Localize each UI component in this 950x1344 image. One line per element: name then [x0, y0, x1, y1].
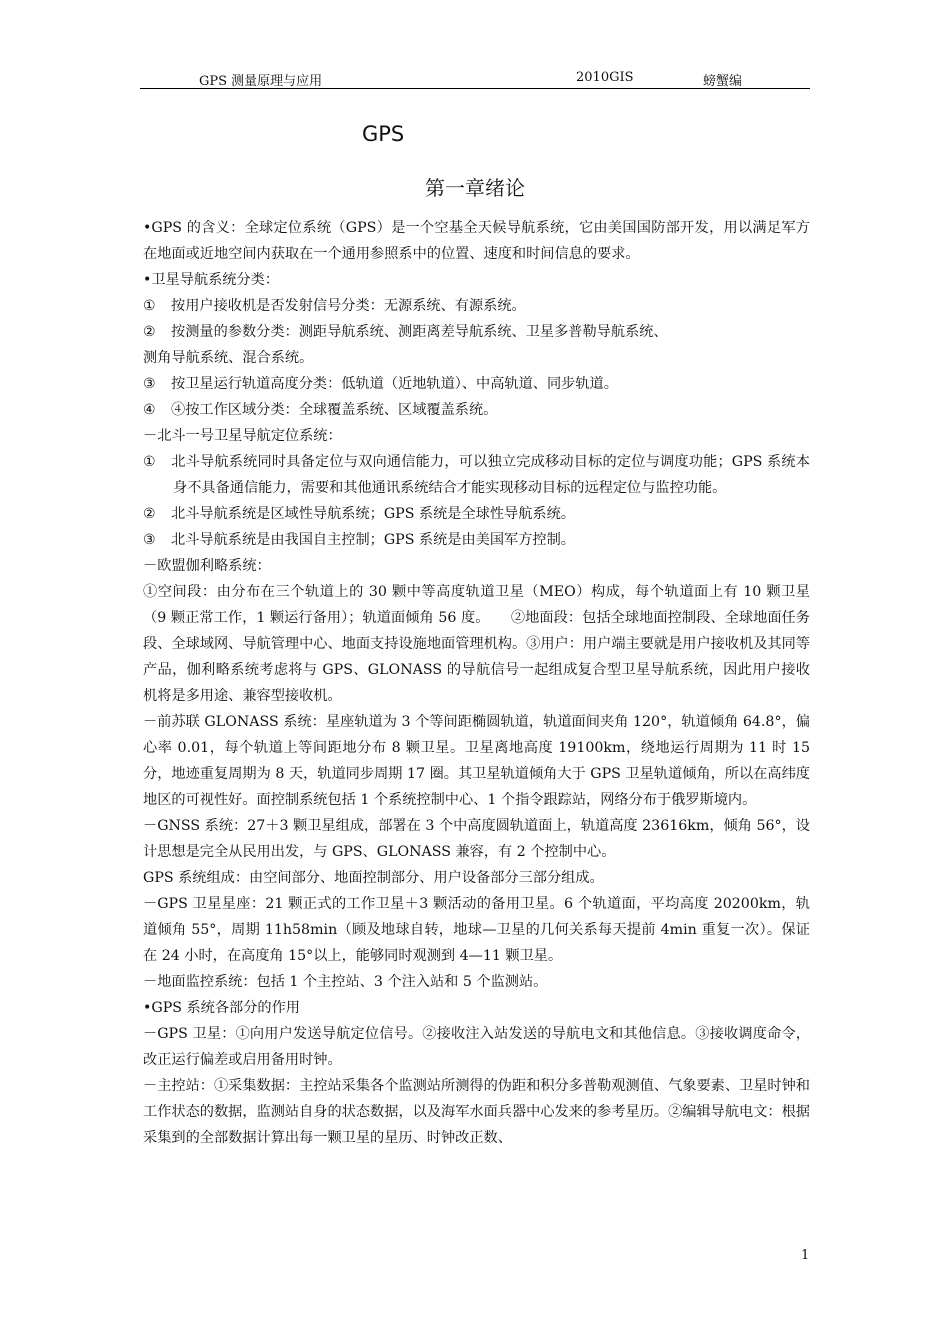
numbered-item: [143, 293, 810, 319]
paragraph: •卫星导航系统分类：: [143, 272, 280, 288]
paragraph: －北斗一号卫星导航定位系统：: [143, 428, 342, 444]
header-class: 2010GIS: [576, 70, 634, 85]
item-number: ②: [143, 324, 156, 340]
item-text: 北斗导航系统同时具备定位与双向通信能力，可以独立完成移动目标的定位与调度功能；GPS 系统本身不具备通信能力，需要和其他通讯系统结合才能实现移动目标的远程定位与监控功能。: [171, 454, 810, 496]
item-number: ①: [143, 454, 156, 470]
paragraph: －欧盟伽利略系统：: [143, 558, 271, 574]
item-text: 按用户接收机是否发射信号分类：无源系统、有源系统。: [171, 298, 526, 314]
document-body: [143, 215, 810, 1151]
item-text: 按卫星运行轨道高度分类：低轨道（近地轨道）、中高轨道、同步轨道。: [171, 376, 618, 392]
page-number: 1: [801, 1248, 810, 1263]
header-course-title: GPS 测量原理与应用: [199, 74, 323, 89]
item-number: ①: [143, 298, 156, 314]
numbered-item: [143, 527, 810, 553]
numbered-item: [143, 397, 810, 423]
numbered-item: [143, 501, 810, 527]
page-header: [140, 70, 810, 89]
item-text: ④按工作区域分类：全球覆盖系统、区域覆盖系统。: [171, 402, 498, 418]
paragraph: •GPS 的含义：全球定位系统（GPS）是一个空基全天候导航系统，它由美国国防部开发，用以满足军方在地面或近地空间内获取在一个通用参照系中的位置、速度和时间信息的要求。: [143, 220, 810, 262]
paragraph: －GPS 卫星星座：21 颗正式的工作卫星＋3 颗活动的备用卫星。6 个轨道面，平均高度 20200km，轨道倾角 55°，周期 11h58min（顾及地球自转，地球—卫星的几何关系每天提前 4min 重复一次）。保证在 24 小时，在高度角 15°以上，能够同时观测到 4—11 颗卫星。: [143, 896, 810, 964]
chapter-title: 第一章绪论: [425, 176, 525, 200]
numbered-item: [143, 371, 810, 397]
paragraph: －GNSS 系统：27＋3 颗卫星组成，部署在 3 个中高度圆轨道面上，轨道高度 23616km，倾角 56°，设计思想是完全从民用出发，与 GPS、GLONASS 兼容，有 2 个控制中心。: [143, 818, 810, 860]
paragraph: •GPS 系统各部分的作用: [143, 1000, 300, 1016]
header-author: 螃蟹编: [703, 74, 743, 89]
numbered-item: [143, 319, 810, 345]
paragraph: GPS 系统组成：由空间部分、地面控制部分、用户设备部分三部分组成。: [143, 870, 604, 886]
paragraph: －GPS 卫星：①向用户发送导航定位信号。②接收注入站发送的导航电文和其他信息。③接收调度命令，改正运行偏差或启用备用时钟。: [143, 1026, 810, 1068]
item-number: ②: [143, 506, 156, 522]
paragraph: －前苏联 GLONASS 系统：星座轨道为 3 个等间距椭圆轨道，轨道面间夹角 120°，轨道倾角 64.8°，偏心率 0.01，每个轨道上等间距地分布 8 颗卫星。卫星离地高度 19100km，绕地运行周期为 11 时 15 分，地迹重复周期为 8 天，轨道同步周期 17 圈。其卫星轨道倾角大于 GPS 卫星轨道倾角，所以在高纬度地区的可视性好。面控制系统包括 1 个系统控制中心、1 个指令跟踪站，网络分布于俄罗斯境内。: [143, 714, 810, 808]
numbered-item: [143, 449, 810, 501]
item-number: ③: [143, 376, 156, 392]
item-text: 北斗导航系统是由我国自主控制；GPS 系统是由美国军方控制。: [171, 532, 575, 548]
document-title: GPS: [362, 122, 405, 146]
item-text: 按测量的参数分类：测距导航系统、测距离差导航系统、卫星多普勒导航系统、: [171, 324, 668, 340]
paragraph: ①空间段：由分布在三个轨道上的 30 颗中等高度轨道卫星（MEO）构成，每个轨道面上有 10 颗卫星（9 颗正常工作，1 颗运行备用）；轨道面倾角 56 度。 ②地面段：包括全球地面控制段、全球地面任务段、全球域网、导航管理中心、地面支持设施地面管理机构。③用户：用户端主要就是用户接收机及其同等产品，伽利略系统考虑将与 GPS、GLONASS 的导航信号一起组成复合型卫星导航系统，因此用户接收机将是多用途、兼容型接收机。: [143, 584, 810, 704]
item-number: ④: [143, 402, 156, 418]
item-text: 北斗导航系统是区域性导航系统；GPS 系统是全球性导航系统。: [171, 506, 575, 522]
item-number: ③: [143, 532, 156, 548]
paragraph: 测角导航系统、混合系统。: [143, 350, 314, 366]
paragraph: －主控站：①采集数据：主控站采集各个监测站所测得的伪距和积分多普勒观测值、气象要素、卫星时钟和工作状态的数据，监测站自身的状态数据，以及海军水面兵器中心发来的参考星历。②编辑导航电文：根据采集到的全部数据计算出每一颗卫星的星历、时钟改正数、: [143, 1078, 810, 1146]
paragraph: －地面监控系统：包括 1 个主控站、3 个注入站和 5 个监测站。: [143, 974, 548, 990]
